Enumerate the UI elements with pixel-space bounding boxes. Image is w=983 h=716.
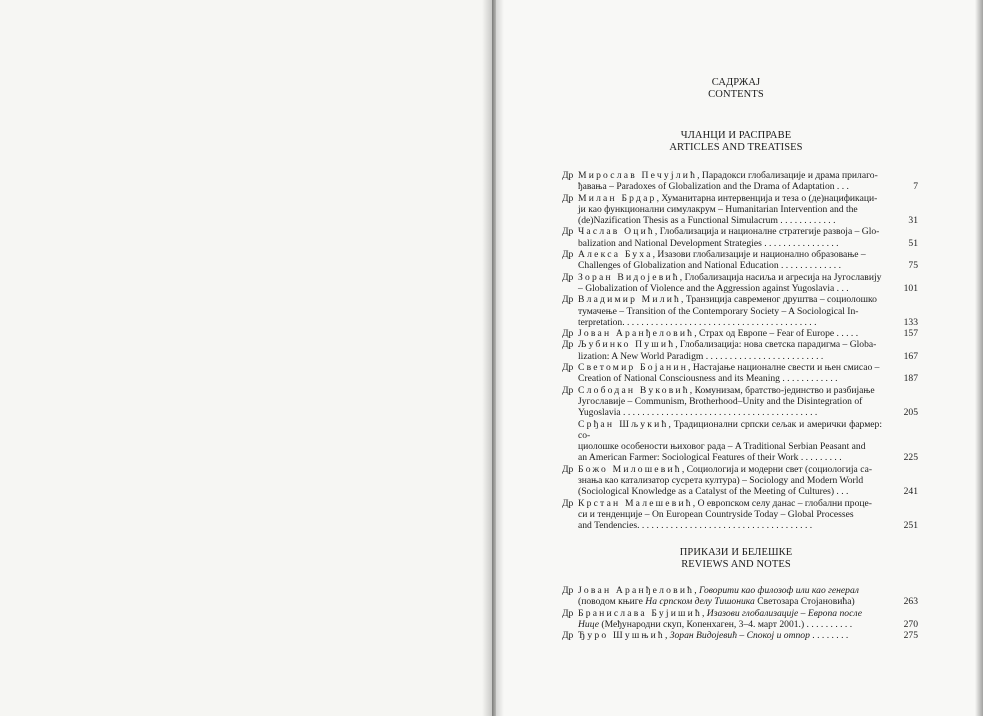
- entry-title: На српском делу Тишоника: [645, 596, 755, 608]
- entry-author: Јован Аранђеловић: [578, 328, 695, 340]
- reviews-title-en: REVIEWS AND NOTES: [681, 559, 791, 570]
- entry-page: 263: [903, 596, 918, 608]
- entry-line: си и тенденције – On European Countryside Today – Global Processes: [578, 508, 854, 520]
- entry-line: Yugoslavia . . . . . . . . . . . . . . . . . . . . . . . . . . . . . . . . . . . . . . . . .: [578, 407, 818, 419]
- entry-prefix: [562, 419, 578, 464]
- toc-entry[interactable]: [562, 608, 918, 631]
- entry-prefix: Др: [562, 463, 574, 475]
- entry-prefix: Др: [562, 630, 574, 642]
- toc-entry[interactable]: [562, 170, 918, 193]
- entry-text: Светомир Бојанин, Настајање националне свести и њен смисао – Creation of National Consciousness and its Meaning . . . . . . . . . . . .: [578, 362, 880, 385]
- entry-line: Изазови глобализације и национално образовање –: [657, 249, 866, 261]
- entry-author: Зоран Видојевић: [578, 271, 680, 283]
- entry-page: 167: [903, 350, 918, 362]
- toc-entry[interactable]: [562, 193, 918, 227]
- entry-text: Слободан Вуковић, Комунизам, братство-јединство и разбијање Југославије – Communism, Brotherhood–Unity and the Disintegration of Yugoslavia . . . . . . . . . . . . . . . . . . . . . . . . . . . . . . . . . . . . . . . . .: [578, 384, 875, 419]
- entry-line: Транзиција савременог друштва – социолошко: [685, 294, 877, 306]
- entry-author: Мирослав Печујлић: [578, 170, 698, 181]
- entry-line: циолошке особености њиховог рада – A Traditional Serbian Peasant and: [578, 441, 866, 453]
- entry-prefix: Др: [562, 328, 574, 340]
- entry-line: Creation of National Consciousness and its Meaning . . . . . . . . . . . .: [578, 373, 838, 385]
- entry-author: Слободан Вуковић: [578, 384, 690, 396]
- entry-author: Ђуро Шушњић: [578, 630, 665, 642]
- toc-entry[interactable]: [562, 272, 918, 295]
- entry-line: Глобализација: нова светска парадигма – Globa-: [680, 339, 877, 351]
- reviews-list: [562, 585, 918, 641]
- entry-text: Зоран Видојевић, Глобализација насиља и агресија на Југославију – Globalization of Violence and the Aggression against Yugoslavia . . .: [578, 271, 882, 294]
- articles-title-en: ARTICLES AND TREATISES: [669, 142, 803, 153]
- entry-text: Јован Аранђеловић, Страх од Европе – Fear of Europe . . . . .: [578, 328, 859, 340]
- entry-line: Глобализација и националне стратегије развоја – Glo-: [659, 226, 880, 238]
- entry-author: Алекса Буха: [578, 249, 653, 261]
- entry-line: Традиционални српски сељак и амерички фармер: со-: [578, 418, 883, 441]
- toc-entry[interactable]: [562, 249, 918, 272]
- entry-page: 31: [908, 215, 918, 227]
- entry-line: an American Farmer: Sociological Features of their Work . . . . . . . . .: [578, 452, 842, 464]
- contents-heading: [556, 77, 916, 101]
- entry-prefix: Др: [562, 497, 574, 509]
- entry-title: Нице: [578, 618, 600, 630]
- entry-page: 157: [903, 328, 918, 340]
- toc-entry[interactable]: [562, 362, 918, 385]
- toc-entry[interactable]: [562, 328, 918, 339]
- entry-page: 270: [903, 618, 918, 630]
- entry-line: Challenges of Globalization and National Education . . . . . . . . . . . . .: [578, 260, 841, 272]
- entry-author: Милан Брдар: [578, 192, 657, 204]
- toc-entry[interactable]: [562, 585, 918, 608]
- entry-line: тумачење – Transition of the Contemporary Society – A Sociological In-: [578, 305, 859, 317]
- entry-line: ји као функционални симулакрум – Humanitarian Intervention and the: [578, 203, 858, 215]
- right-contents-page: [496, 0, 983, 716]
- articles-heading: [556, 130, 916, 154]
- toc-entry[interactable]: [562, 385, 918, 419]
- toc-entry[interactable]: [562, 630, 918, 641]
- entry-prefix: Др: [562, 362, 574, 374]
- toc-entry[interactable]: [562, 498, 918, 532]
- entry-prefix: Др: [562, 192, 574, 204]
- entry-prefix: Др: [562, 607, 574, 619]
- entry-line: – Globalization of Violence and the Aggression against Yugoslavia . . .: [578, 282, 849, 294]
- entry-author: Крстан Малешевић: [578, 497, 693, 509]
- entry-text: Јован Аранђеловић, Говорити као филозоф или као генерал (поводом књиге На српском делу Тишоника Светозара Стојановића): [578, 585, 859, 608]
- entry-line: Светозара Стојановића): [754, 596, 855, 608]
- entry-page: 187: [903, 373, 918, 385]
- entry-line: (de)Nazification Thesis as a Functional Simulacrum . . . . . . . . . . . .: [578, 215, 836, 227]
- entry-text: Владимир Милић, Транзиција савременог друштва – социолошко тумачење – Transition of the Contemporary Society – A Sociological In- terpretation. . . . . . . . . . . . . . . . . . . . . . . . . . . . . . . . . . . . . . . . .: [578, 294, 877, 328]
- entry-line: Комунизам, братство-јединство и разбијање: [694, 384, 875, 396]
- entry-text: Часлав Оцић, Глобализација и националне стратегије развоја – Glo- balization and National Development Strategies . . . . . . . . . . . . . . . .: [578, 226, 880, 249]
- entry-line: Глобализација насиља и агресија на Југославију: [684, 271, 882, 283]
- entry-page: 75: [908, 260, 918, 272]
- contents-title-sr: САДРЖАЈ: [711, 77, 761, 88]
- entry-page: 205: [903, 407, 918, 419]
- reviews-heading: [556, 547, 916, 571]
- entry-line: О европском селу данас – глобални проце-: [697, 497, 872, 509]
- entry-line: and Tendencies. . . . . . . . . . . . . . . . . . . . . . . . . . . . . . . . . . . . .: [578, 520, 813, 532]
- toc-entry[interactable]: [562, 339, 918, 362]
- entry-line: balization and National Development Strategies . . . . . . . . . . . . . . . .: [578, 237, 839, 249]
- entry-author: Срђан Шљукић: [578, 418, 669, 430]
- entry-author: Јован Аранђеловић: [578, 585, 695, 596]
- entry-line: lization: A New World Paradigm . . . . . . . . . . . . . . . . . . . . . . . . .: [578, 350, 824, 362]
- entry-page: 51: [908, 237, 918, 249]
- entry-prefix: Др: [562, 294, 574, 306]
- entry-author: Љубинко Пушић: [578, 339, 676, 351]
- entry-text: Божо Милошевић, Социологија и модерни свет (социологија са- знања као катализатор сусрета култура) – Sociology and Modern World (Sociological Knowledge as a Catalyst of the Meeting of Cultures) . . .: [578, 463, 873, 498]
- entry-title: Изазови глобализације – Европа после: [706, 607, 863, 619]
- entry-line: Југославије – Communism, Brotherhood–Unity and the Disintegration of: [578, 395, 863, 407]
- entry-page: 251: [903, 520, 918, 532]
- entry-author: Часлав Оцић: [578, 226, 655, 238]
- entry-line: . . . . . . . .: [809, 630, 849, 642]
- contents-title-en: CONTENTS: [708, 89, 764, 100]
- entry-line: знања као катализатор сусрета култура) – Sociology and Modern World: [578, 475, 864, 487]
- entry-prefix: Др: [562, 339, 574, 351]
- entry-line: ђавања – Paradoxes of Globalization and the Drama of Adaptation . . .: [578, 181, 849, 193]
- entry-line: terpretation. . . . . . . . . . . . . . . . . . . . . . . . . . . . . . . . . . . . . . . . .: [578, 316, 817, 328]
- entry-line: Настајање националне свести и њен смисао –: [692, 362, 880, 374]
- entry-author: Бранислава Бујишић: [578, 607, 702, 619]
- entry-author: Владимир Милић: [578, 294, 682, 306]
- articles-list: [562, 170, 918, 532]
- entry-text: Ђуро Шушњић, Зоран Видојевић – Спокој и отпор . . . . . . . .: [578, 630, 849, 642]
- toc-entry[interactable]: [562, 226, 918, 249]
- entry-author: Божо Милошевић: [578, 463, 682, 475]
- entry-prefix: Др: [562, 226, 574, 238]
- entry-line: Социологија и модерни свет (социологија са-: [686, 463, 873, 475]
- entry-text: Милан Брдар, Хуманитарна интервенција и теза о (де)нацификаци- ји као функционални симулакрум – Humanitarian Intervention and the (de)Nazification Thesis as a Functional Simulacrum . . . . . . . . . . . .: [578, 192, 878, 227]
- entry-text: Мирослав Печујлић, Парадокси глобализације и драма прилаго- ђавања – Paradoxes of Globalization and the Drama of Adaptation . . .: [578, 170, 878, 193]
- entry-prefix: Др: [562, 170, 574, 181]
- entry-prefix: Др: [562, 585, 574, 596]
- entry-prefix: Др: [562, 271, 574, 283]
- toc-entry[interactable]: [562, 294, 918, 328]
- reviews-title-sr: ПРИКАЗИ И БЕЛЕШКЕ: [679, 547, 793, 558]
- toc-entry[interactable]: [562, 464, 918, 498]
- entry-page: 241: [903, 486, 918, 498]
- entry-title: Говорити као филозоф или као генерал: [698, 585, 859, 596]
- entry-line: Парадокси глобализације и драма прилаго-: [701, 170, 878, 181]
- entry-page: 133: [903, 316, 918, 328]
- entry-text: Срђан Шљукић, Традиционални српски сељак и амерички фармер: со- циолошке особености њиховог рада – A Traditional Serbian Peasant and an American Farmer: Sociological Features of their Work . . . . . . . . .: [578, 418, 883, 464]
- entry-author: Светомир Бојанин: [578, 362, 689, 374]
- entry-prefix: Др: [562, 249, 574, 261]
- entry-line: (Међународни скуп, Копенхаген, 3–4. март 2001.) . . . . . . . . . .: [599, 618, 853, 630]
- entry-page: 275: [903, 630, 918, 642]
- entry-prefix: Др: [562, 384, 574, 396]
- entry-text: Бранислава Бујишић, Изазови глобализације – Европа после Нице (Међународни скуп, Копенхаген, 3–4. март 2001.) . . . . . . . . . .: [578, 607, 863, 630]
- entry-line: Страх од Европе – Fear of Europe . . . . .: [698, 328, 859, 340]
- toc-entry[interactable]: [562, 419, 918, 464]
- entry-page: 225: [903, 452, 918, 464]
- entry-line: Хуманитарна интервенција и теза о (де)нацификаци-: [661, 192, 878, 204]
- entry-title: Зоран Видојевић – Спокој и отпор: [669, 630, 810, 642]
- entry-line: (Sociological Knowledge as a Catalyst of the Meeting of Cultures) . . .: [578, 486, 849, 498]
- articles-title-sr: ЧЛАНЦИ И РАСПРАВЕ: [680, 130, 792, 141]
- entry-text: Алекса Буха, Изазови глобализације и национално образовање – Challenges of Globalization and National Education . . . . . . . . . . . . .: [578, 249, 866, 272]
- entry-page: 101: [903, 282, 918, 294]
- entry-text: Крстан Малешевић, О европском селу данас – глобални проце- си и тенденције – On European Countryside Today – Global Processes and Tendencies. . . . . . . . . . . . . . . . . . . . . . . . . . . . . . . . . . . . .: [578, 497, 872, 532]
- entry-line: (поводом књиге: [578, 596, 646, 608]
- entry-page: 7: [913, 181, 918, 193]
- entry-text: Љубинко Пушић, Глобализација: нова светска парадигма – Globa- lization: A New World Paradigm . . . . . . . . . . . . . . . . . . . . . . . . .: [578, 339, 877, 362]
